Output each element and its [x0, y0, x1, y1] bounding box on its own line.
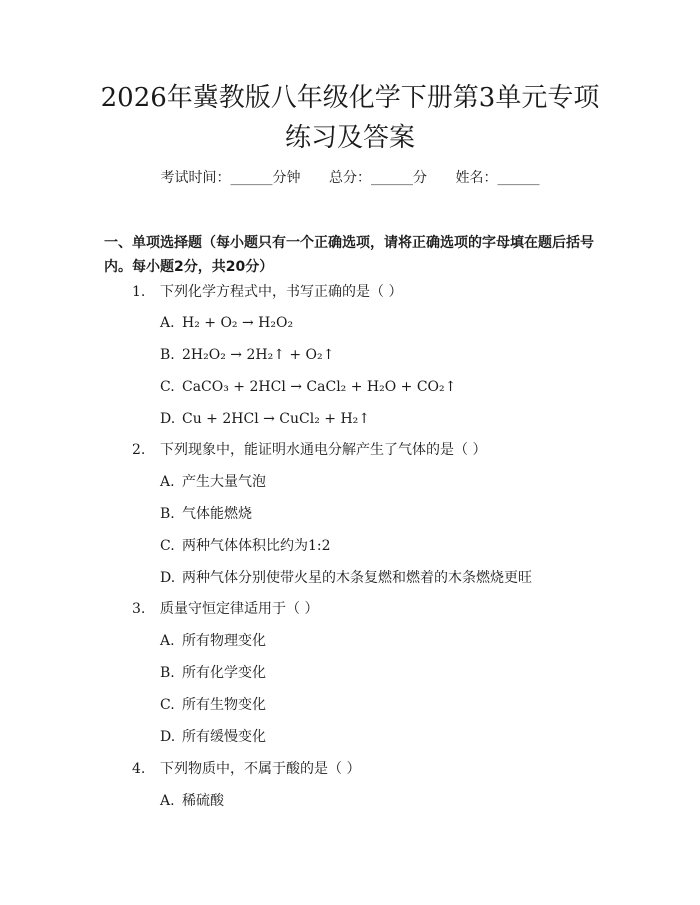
option-text: 所有物理变化: [182, 633, 266, 649]
section-heading-single-choice: 一、单项选择题（每小题只有一个正确选项，请将正确选项的字母填在题后括号内。每小题2分，共20分）: [104, 235, 594, 275]
question-1-option-c: [160, 377, 456, 397]
student-name-label: 姓名：: [455, 170, 498, 186]
question-1-option-d: [160, 409, 370, 429]
question-3: [132, 599, 318, 619]
option-text: 所有化学变化: [182, 665, 266, 681]
exam-time-unit: 分钟: [272, 170, 301, 186]
option-letter: C.: [160, 697, 175, 713]
question-number: 4.: [132, 761, 146, 777]
option-letter: D.: [160, 729, 176, 745]
option-text: 2H₂O₂ → 2H₂↑ + O₂↑: [182, 347, 335, 363]
total-score-blank: ______: [371, 170, 413, 186]
option-letter: C.: [160, 379, 175, 395]
exam-time-blank: ______: [230, 170, 273, 186]
option-text: 气体能燃烧: [182, 506, 252, 522]
total-score-field: [329, 168, 427, 188]
student-name-field: [455, 168, 539, 188]
question-number: 1.: [132, 284, 146, 300]
option-letter: A.: [160, 474, 175, 490]
total-score-label: 总分：: [329, 170, 371, 186]
option-text: 所有缓慢变化: [182, 729, 266, 745]
option-text: CaCO₃ + 2HCl → CaCl₂ + H₂O + CO₂↑: [182, 379, 457, 395]
total-score-unit: 分: [413, 170, 427, 186]
option-letter: C.: [160, 538, 175, 554]
question-number: 2.: [132, 442, 146, 458]
question-3-option-b: [160, 663, 266, 683]
option-letter: A.: [160, 793, 175, 809]
question-text: 下列化学方程式中，书写正确的是（ ）: [160, 284, 403, 300]
option-text: 产生大量气泡: [182, 474, 266, 490]
exam-time-field: [161, 168, 301, 188]
option-text: 所有生物变化: [182, 697, 266, 713]
option-letter: B.: [160, 665, 175, 681]
question-1: [132, 282, 402, 302]
question-text: 质量守恒定律适用于（ ）: [160, 601, 319, 617]
question-number: 3.: [132, 601, 146, 617]
option-letter: A.: [160, 633, 175, 649]
exam-info-line: [0, 168, 700, 188]
option-letter: A.: [160, 315, 175, 331]
question-3-option-a: [160, 631, 266, 651]
question-2-option-a: [160, 472, 266, 492]
question-2-option-c: [160, 536, 331, 556]
exam-time-label: 考试时间：: [160, 170, 231, 186]
option-text: 两种气体分别使带火星的木条复燃和燃着的木条燃烧更旺: [182, 570, 532, 586]
question-2-option-b: [160, 504, 252, 524]
question-4-option-a: [160, 791, 224, 811]
question-1-option-a: [160, 313, 293, 333]
option-text: 稀硫酸: [182, 793, 224, 809]
question-3-option-c: [160, 695, 266, 715]
option-letter: B.: [160, 347, 175, 363]
question-1-option-b: [160, 345, 334, 365]
document-title: [60, 78, 640, 158]
question-text: 下列物质中，不属于酸的是（ ）: [160, 761, 361, 777]
question-3-option-d: [160, 727, 266, 747]
option-letter: D.: [160, 411, 176, 427]
question-text: 下列现象中，能证明水通电分解产生了气体的是（ ）: [160, 442, 487, 458]
option-letter: B.: [160, 506, 175, 522]
question-2-option-d: [160, 568, 532, 588]
option-text: H₂ + O₂ → H₂O₂: [182, 315, 294, 331]
option-text: 两种气体体积比约为1:2: [182, 538, 331, 554]
option-text: Cu + 2HCl → CuCl₂ + H₂↑: [182, 411, 371, 427]
title-line-2: 练习及答案: [284, 123, 415, 153]
student-name-blank: ______: [497, 170, 540, 186]
title-line-1: 2026年冀教版八年级化学下册第3单元专项: [100, 83, 600, 113]
question-4: [132, 759, 360, 779]
option-letter: D.: [160, 570, 176, 586]
question-2: [132, 440, 486, 460]
